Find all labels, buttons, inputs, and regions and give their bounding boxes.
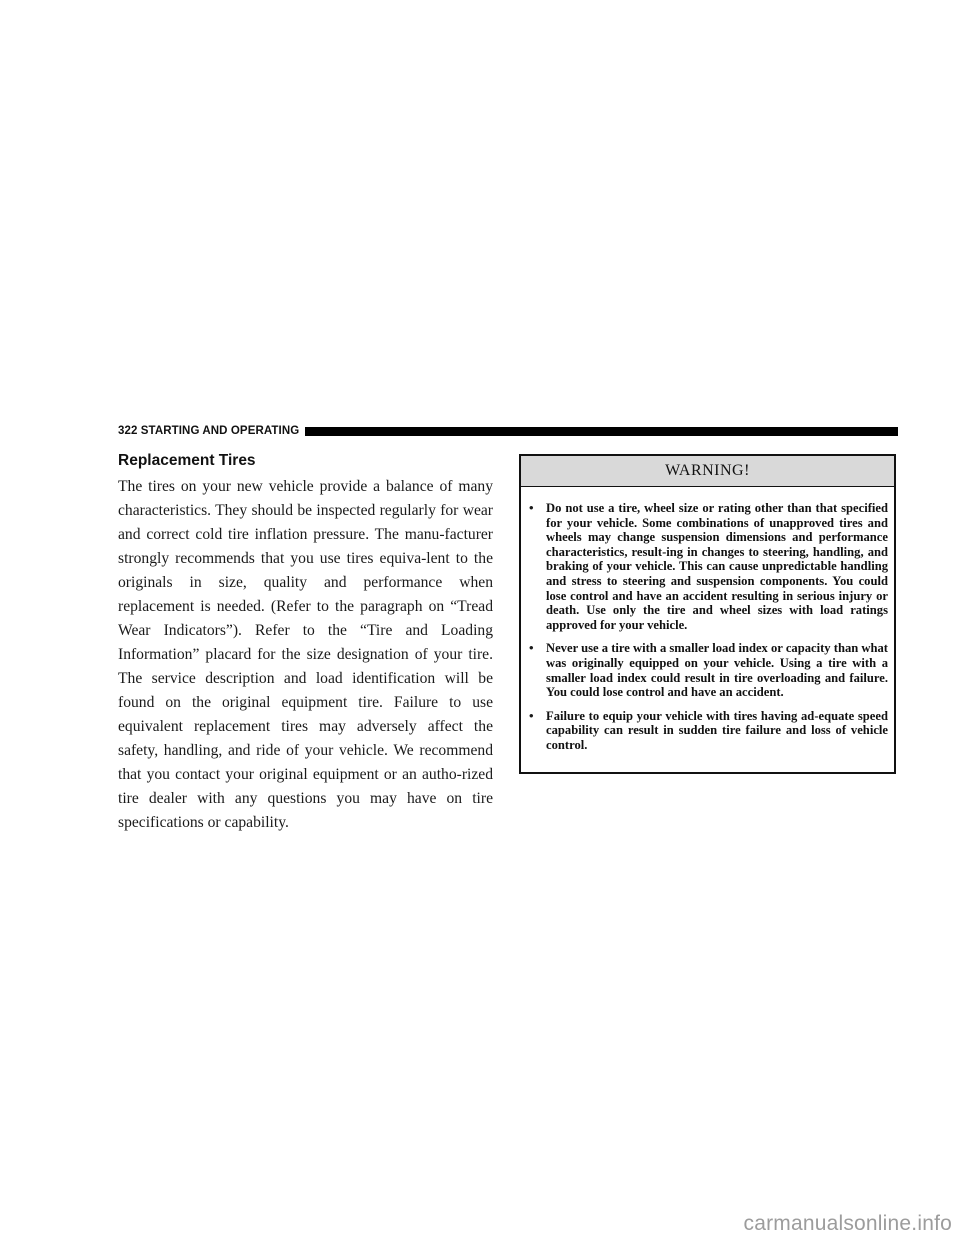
bullet-icon: • (529, 707, 534, 723)
warning-title: WARNING! (521, 456, 894, 487)
warning-item-text: Never use a tire with a smaller load index or capacity than what was originally equipped on your vehicle. Using a tire with a smaller load index could result in tire overloading and failure. You could lose control and have an accident. (546, 641, 888, 700)
warning-box (519, 454, 896, 774)
warning-item (529, 641, 888, 699)
bullet-icon: • (529, 500, 534, 515)
warning-item (529, 501, 888, 632)
warning-item-text: Do not use a tire, wheel size or rating other than that specified for your vehicle. Some combinations of unapproved tires and wheels may change suspension dimensions and performance characteristics, result-ing in changes to steering, handling, and braking of your vehicle. This can cause unpredictable handling and stress to steering and suspension components. You could lose control and have an accident resulting in serious injury or death. Use only the tire and wheel sizes with load ratings approved for your vehicle. (546, 501, 888, 632)
warning-item-text: Failure to equip your vehicle with tires having ad-equate speed capability can result in sudden tire failure and loss of vehicle control. (546, 708, 888, 752)
body-paragraph: The tires on your new vehicle provide a balance of many characteristics. They should be inspected regularly for wear and correct cold tire inflation pressure. The manu-facturer strongly recommends that you use tires equiva-lent to the originals in size, quality and performance when replacement is needed. (Refer to the paragraph on “Tread Wear Indicators”). Refer to the “Tire and Loading Information” placard for the size designation of your tire. The service description and load identification will be found on the original equipment tire. Failure to use equivalent replacement tires may adversely affect the safety, handling, and ride of your vehicle. We recommend that you contact your original equipment or an autho-rized tire dealer with any questions you may have on tire specifications or capability. (118, 478, 493, 831)
watermark: carmanualsonline.info (743, 1212, 952, 1235)
page-number-section-label: 322 STARTING AND OPERATING (118, 425, 300, 437)
bullet-icon: • (529, 640, 534, 656)
warning-list (521, 487, 894, 753)
header-rule (305, 427, 898, 436)
page-header (118, 424, 898, 438)
main-column (118, 451, 493, 835)
warning-item (529, 709, 888, 753)
section-title: Replacement Tires (118, 452, 256, 469)
